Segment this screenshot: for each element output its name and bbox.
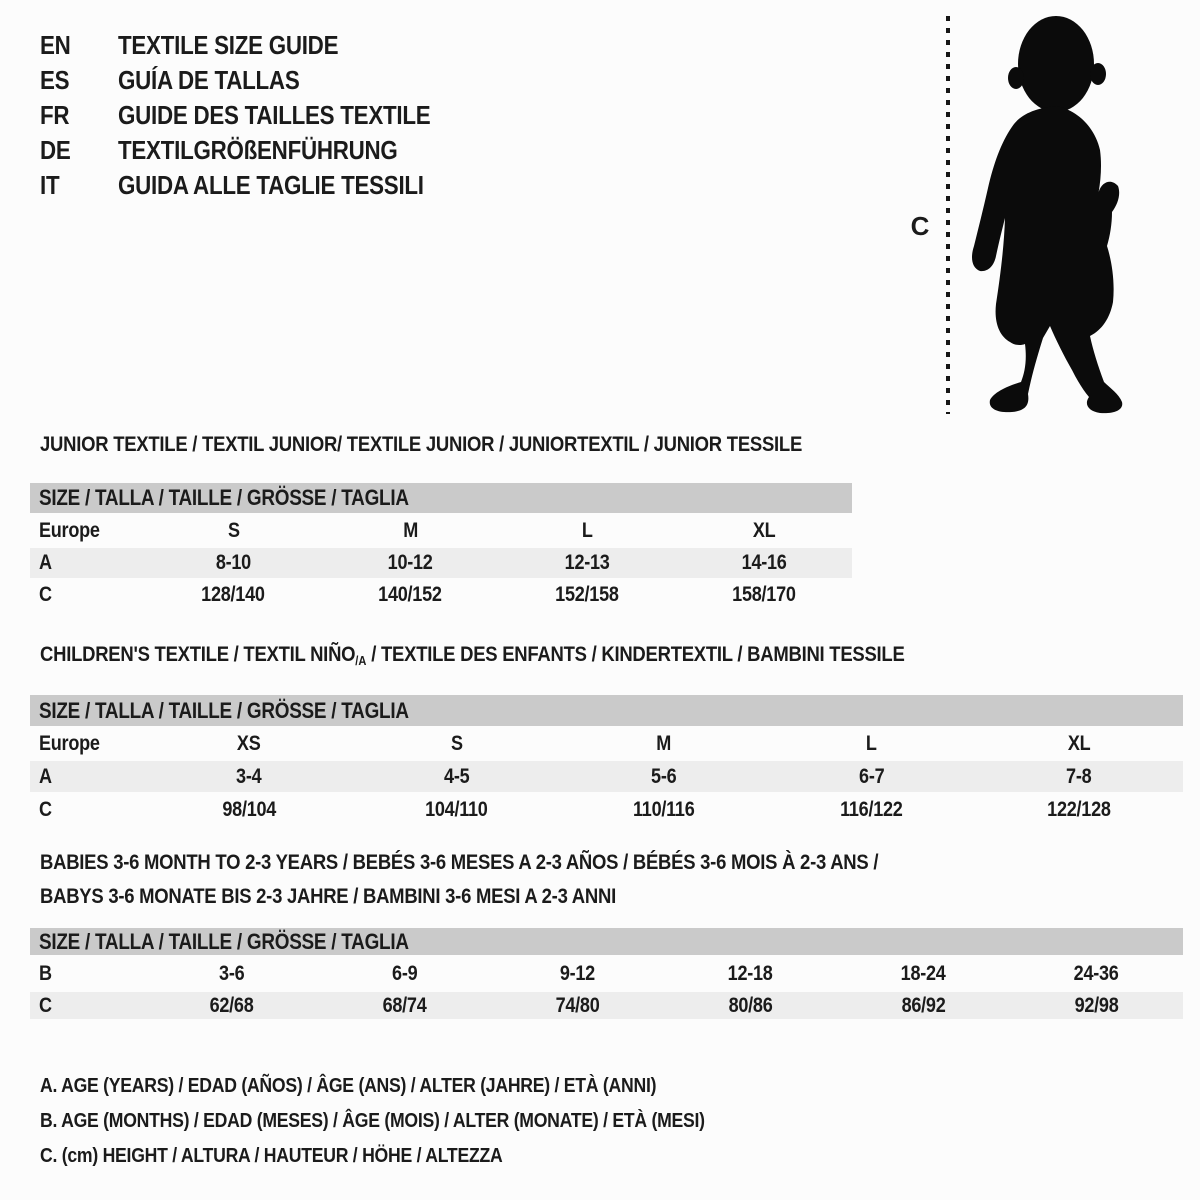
measurement-legend (40, 1068, 813, 1173)
lang-code: FR (40, 100, 70, 130)
table-cell: 122/128 (1047, 798, 1111, 821)
table-cell: 9-12 (559, 961, 596, 985)
table-cell: 24-36 (1074, 961, 1119, 985)
children-size-header-band: SIZE / TALLA / TAILLE / GRÖSSE / TAGLIA (30, 695, 1183, 726)
table-cell: 5-6 (651, 764, 677, 788)
size-col: S (227, 518, 240, 542)
legend-line-c: C. (cm) HEIGHT / ALTURA / HAUTEUR / HÖHE / ALTEZZA (40, 1143, 503, 1167)
lang-row-it (40, 168, 481, 203)
table-cell: 3-6 (218, 961, 245, 985)
toddler-silhouette-icon (952, 10, 1138, 420)
junior-table (30, 513, 852, 612)
lang-row-fr (40, 98, 481, 133)
size-col: L (866, 731, 877, 755)
children-row-a (30, 761, 1183, 792)
size-col: XL (752, 518, 775, 542)
lang-code: DE (40, 135, 71, 165)
table-cell: 98/104 (221, 798, 276, 821)
babies-row-c (30, 992, 1183, 1019)
table-cell: 6-9 (391, 961, 418, 985)
row-label: A (39, 764, 52, 788)
junior-size-header-band: SIZE / TALLA / TAILLE / GRÖSSE / TAGLIA (30, 483, 852, 513)
table-cell: 14-16 (741, 551, 787, 574)
lang-code: EN (40, 30, 71, 60)
lang-code: ES (40, 65, 70, 95)
table-cell: 110/116 (633, 798, 695, 821)
table-cell: 10-12 (387, 551, 433, 574)
lang-row-de (40, 133, 481, 168)
children-row-c (30, 792, 1183, 828)
row-label: C (39, 798, 52, 821)
lang-title: GUIDE DES TAILLES TEXTILE (118, 100, 431, 130)
table-cell: 7-8 (1066, 764, 1092, 788)
height-measure-dashed-line (946, 16, 950, 414)
table-cell: 68/74 (382, 993, 427, 1017)
size-col: XL (1067, 731, 1091, 755)
babies-section-title: BABIES 3-6 MONTH TO 2-3 YEARS / BEBÉS 3-6 MESES A 2-3 AÑOS / BÉBÉS 3-6 MOIS À 2-3 ANS / BABYS 3-6 MONATE BIS 2-3 JAHRE / BAMBINI 3-6 MESI A 2-3 ANNI (40, 850, 879, 908)
table-cell: 104/110 (425, 798, 488, 821)
legend-line-b: B. AGE (MONTHS) / EDAD (MESES) / ÂGE (MOIS) / ALTER (MONATE) / ETÀ (MESI) (40, 1108, 705, 1132)
table-cell: 116/122 (840, 798, 903, 821)
junior-row-c (30, 578, 852, 612)
table-cell: 12-13 (564, 551, 610, 574)
size-col: L (581, 518, 593, 542)
size-col: M (656, 731, 672, 755)
table-cell: 62/68 (209, 993, 254, 1017)
table-cell: 6-7 (858, 764, 885, 788)
junior-section-title: JUNIOR TEXTILE / TEXTIL JUNIOR/ TEXTILE JUNIOR / JUNIORTEXTIL / JUNIOR TESSILE (40, 432, 803, 456)
table-cell: 86/92 (901, 993, 946, 1017)
babies-table (30, 955, 1183, 1019)
children-section-title: CHILDREN'S TEXTILE / TEXTIL NIÑO/A / TEXTILE DES ENFANTS / KINDERTEXTIL / BAMBINI TESSILE (40, 642, 905, 669)
children-columns-row (30, 726, 1183, 761)
lang-title: GUIDA ALLE TAGLIE TESSILI (118, 170, 424, 200)
table-cell: 3-4 (236, 764, 262, 788)
table-cell: 158/170 (731, 583, 796, 606)
lang-row-en (40, 28, 481, 63)
table-cell: 74/80 (555, 993, 600, 1017)
table-cell: 140/152 (378, 583, 442, 606)
children-table (30, 726, 1183, 828)
nino-a-subscript: /A (355, 653, 367, 669)
table-cell: 18-24 (901, 961, 946, 985)
table-cell: 92/98 (1074, 993, 1119, 1017)
lang-code: IT (40, 170, 60, 200)
table-cell: 152/158 (555, 583, 619, 606)
region-label: Europe (39, 731, 100, 755)
row-label: C (39, 583, 52, 606)
row-label: C (39, 993, 52, 1017)
table-cell: 80/86 (728, 993, 773, 1017)
junior-columns-row (30, 513, 852, 548)
babies-size-header-band: SIZE / TALLA / TAILLE / GRÖSSE / TAGLIA (30, 928, 1183, 955)
row-label: A (39, 551, 52, 574)
table-cell: 8-10 (215, 551, 251, 574)
table-cell: 128/140 (201, 583, 266, 606)
lang-title: TEXTILE SIZE GUIDE (118, 30, 339, 60)
height-measure-label: C (910, 211, 930, 241)
lang-title: GUÍA DE TALLAS (118, 65, 300, 95)
lang-row-es (40, 63, 481, 98)
size-col: S (450, 731, 463, 755)
size-col: M (402, 518, 418, 542)
lang-title: TEXTILGRÖßENFÜHRUNG (118, 135, 398, 165)
junior-row-a (30, 548, 852, 578)
babies-row-b (30, 955, 1183, 992)
table-cell: 4-5 (443, 764, 470, 788)
row-label: B (39, 961, 52, 985)
language-title-list (40, 28, 481, 203)
region-label: Europe (39, 518, 100, 542)
size-col: XS (236, 731, 261, 755)
table-cell: 12-18 (728, 961, 773, 985)
legend-line-a: A. AGE (YEARS) / EDAD (AÑOS) / ÂGE (ANS) / ALTER (JAHRE) / ETÀ (ANNI) (40, 1073, 657, 1097)
